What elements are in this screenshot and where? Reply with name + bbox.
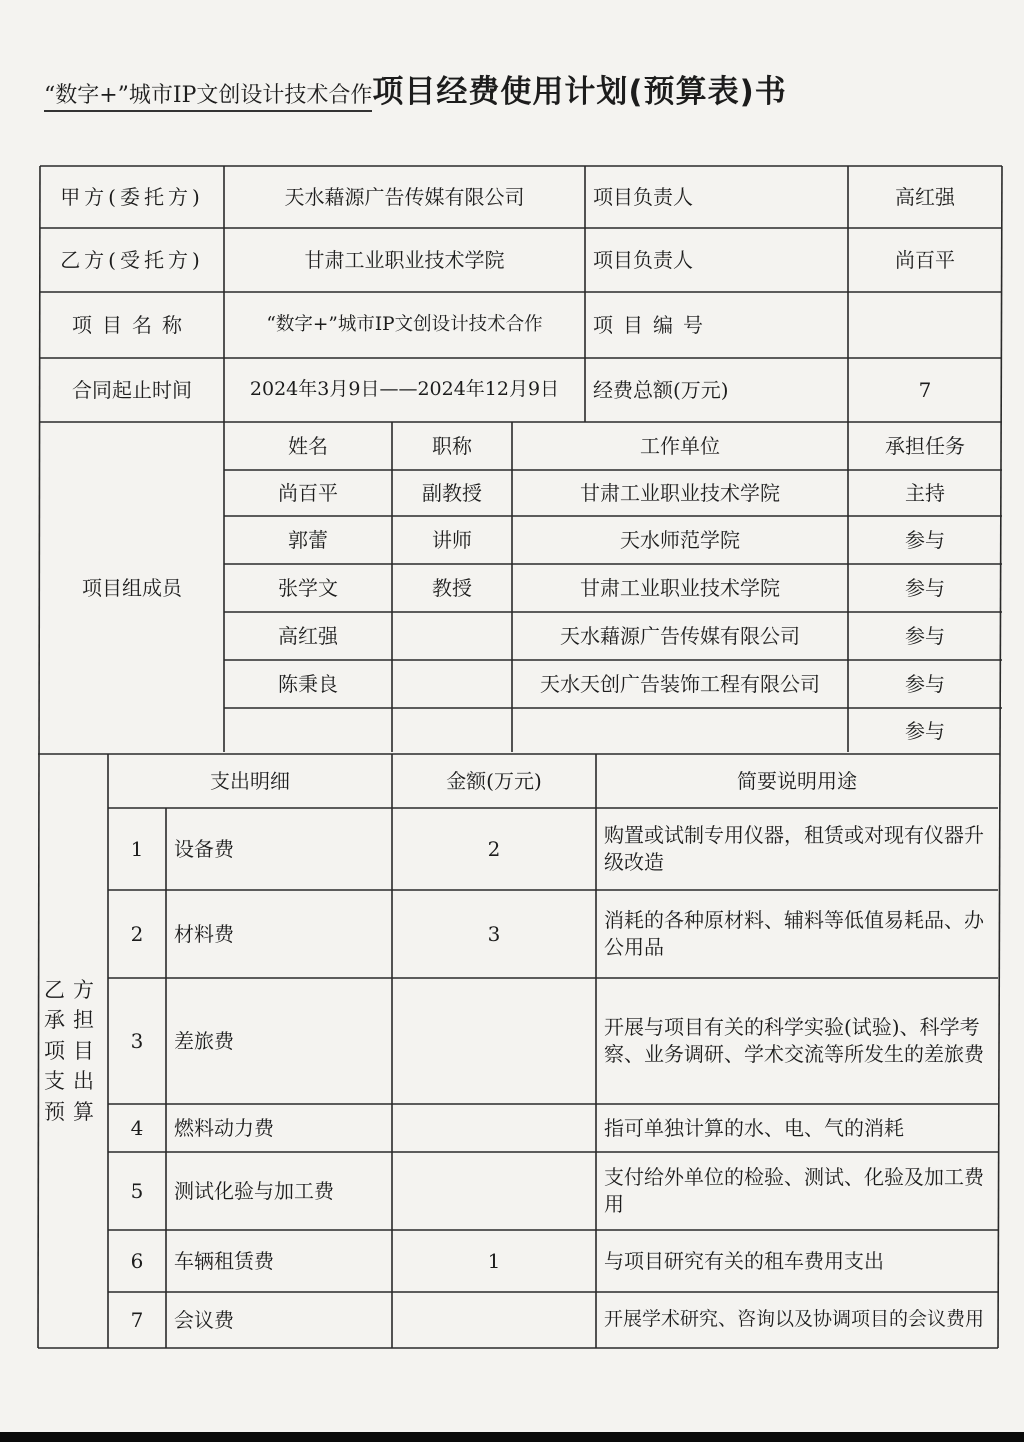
member-unit: 天水师范学院: [620, 527, 740, 552]
budget-row-item: 材料费: [174, 921, 234, 946]
project-no-label: 项目编号: [593, 312, 713, 337]
budget-row-amount: [392, 1104, 596, 1152]
budget-header-desc: 简要说明用途: [737, 768, 857, 793]
party-a-label: 甲方(委托方): [60, 184, 204, 209]
budget-row-amount: 1: [487, 1248, 501, 1273]
budget-row-item: 燃料动力费: [174, 1115, 274, 1140]
project-name-value: “数字+”城市IP文创设计技术合作: [266, 313, 543, 335]
budget-row-desc: 支付给外单位的检验、测试、化验及加工费用: [604, 1165, 984, 1216]
project-name-label: 项目名称: [72, 312, 192, 337]
member-name: 张学文: [278, 575, 338, 600]
member-task: 主持: [905, 480, 945, 505]
member-title: [392, 612, 512, 660]
members-header-title: 职称: [432, 433, 472, 458]
budget-section-label-line: 项目: [44, 1038, 102, 1063]
member-name: 郭蕾: [288, 527, 328, 552]
budget-section-label-line: 乙方: [44, 977, 102, 1002]
party-b-label: 乙方(受托方): [60, 247, 204, 272]
period-label: 合同起止时间: [72, 377, 192, 402]
budget-row-no: 3: [130, 1028, 144, 1053]
bottom-edge-shadow: [0, 1432, 1024, 1442]
budget-row-desc: 开展学术研究、咨询以及协调项目的会议费用: [604, 1308, 985, 1331]
budget-row-item: 测试化验与加工费: [174, 1178, 334, 1203]
member-task: 参与: [905, 527, 945, 552]
budget-row-desc: 指可单独计算的水、电、气的消耗: [604, 1115, 904, 1140]
party-a-lead-label: 项目负责人: [593, 184, 693, 209]
member-title: [392, 708, 512, 754]
budget-row-no: 4: [130, 1115, 144, 1140]
member-name: 高红强: [278, 623, 338, 648]
members-header-unit: 工作单位: [640, 433, 720, 458]
member-unit: 甘肃工业职业技术学院: [580, 575, 780, 600]
period-value: 2024年3月9日——2024年12月9日: [249, 378, 560, 401]
member-unit: [512, 708, 848, 754]
party-b-value: 甘肃工业职业技术学院: [304, 247, 505, 272]
members-section-label: 项目组成员: [82, 575, 182, 600]
budget-row-desc: 消耗的各种原材料、辅料等低值易耗品、办公用品: [604, 908, 984, 959]
budget-row-amount: 3: [487, 921, 501, 946]
budget-header-amount: 金额(万元): [446, 768, 542, 793]
member-unit: 天水藉源广告传媒有限公司: [560, 623, 800, 648]
members-header-name: 姓名: [288, 433, 328, 458]
budget-row-desc: 购置或试制专用仪器，租赁或对现有仪器升级改造: [604, 823, 984, 874]
member-title: 教授: [432, 575, 472, 600]
member-unit: 甘肃工业职业技术学院: [580, 480, 780, 505]
project-no-value: [848, 292, 1002, 358]
budget-row-amount: 2: [487, 836, 501, 861]
member-title: 讲师: [432, 527, 472, 552]
budget-row-no: 1: [130, 836, 144, 861]
party-a-lead-value: 高红强: [895, 184, 955, 209]
title-prefix: “数字+”城市IP文创设计技术合作: [44, 83, 372, 112]
members-header-task: 承担任务: [885, 433, 965, 458]
member-unit: 天水天创广告装饰工程有限公司: [540, 671, 820, 696]
budget-row-no: 2: [130, 921, 144, 946]
page-title: [44, 66, 1004, 111]
budget-section-label-line: 承担: [44, 1008, 102, 1033]
party-b-lead-label: 项目负责人: [593, 247, 693, 272]
budget-row-item: 设备费: [174, 836, 234, 861]
member-task: 参与: [905, 718, 945, 743]
member-task: 参与: [905, 671, 945, 696]
total-label: 经费总额(万元): [593, 377, 729, 402]
member-title: 副教授: [422, 480, 482, 505]
budget-row-item: 车辆租赁费: [174, 1248, 274, 1273]
budget-row-amount: [392, 1292, 596, 1348]
budget-section-label-line: 支出: [44, 1069, 102, 1094]
budget-row-amount: [392, 1152, 596, 1230]
party-b-lead-value: 尚百平: [895, 247, 955, 272]
budget-row-no: 5: [130, 1178, 144, 1203]
member-name: [224, 708, 392, 754]
member-task: 参与: [905, 623, 945, 648]
budget-row-desc: 与项目研究有关的租车费用支出: [604, 1248, 884, 1273]
budget-row-amount: [392, 978, 596, 1104]
member-title: [392, 660, 512, 708]
budget-row-desc: 开展与项目有关的科学实验(试验)、科学考察、业务调研、学术交流等所发生的差旅费: [604, 1015, 984, 1066]
budget-header-item: 支出明细: [210, 768, 290, 793]
party-a-value: 天水藉源广告传媒有限公司: [284, 184, 525, 209]
member-name: 尚百平: [278, 480, 338, 505]
budget-row-item: 差旅费: [174, 1028, 234, 1053]
budget-row-no: 6: [130, 1248, 144, 1273]
budget-row-no: 7: [130, 1307, 144, 1332]
member-task: 参与: [905, 575, 945, 600]
member-name: 陈秉良: [278, 671, 338, 696]
budget-row-item: 会议费: [174, 1307, 234, 1332]
title-main: 项目经费使用计划(预算表)书: [372, 74, 787, 110]
budget-section-label: [38, 754, 108, 1348]
budget-section-label-line: 预算: [44, 1099, 102, 1124]
total-value: 7: [918, 377, 932, 402]
